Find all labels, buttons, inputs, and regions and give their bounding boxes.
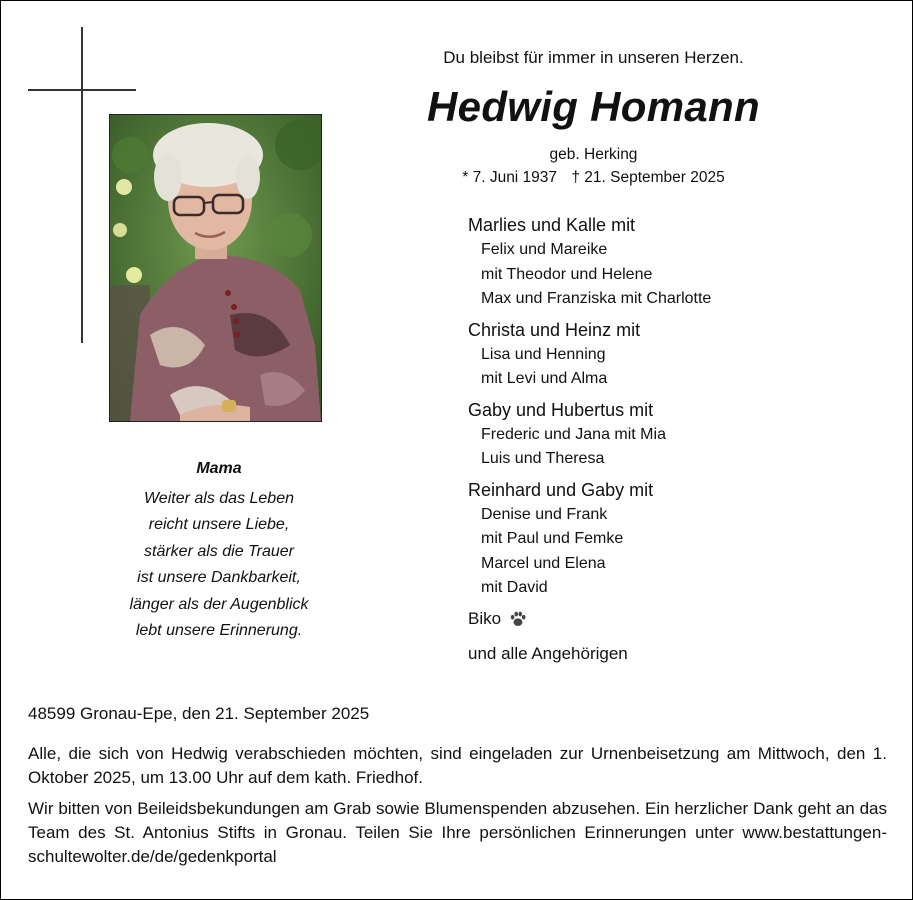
family-member: Marcel und Elena	[481, 554, 606, 572]
condolence-notice: Wir bitten von Beileidsbekundungen am Grab sowie Blumenspenden abzusehen. Ein herzlicher Dank geht an das Team des St. Antonius Stifts in Gronau. Teilen Sie Ihre persönlichen Erinnerungen unter www.bestattungen-schultewolter.de/de/gedenkportal	[28, 799, 887, 866]
poem-line: länger als der Augenblick	[129, 595, 309, 613]
family-group-head: Marlies und Kalle mit	[468, 215, 636, 235]
poem-line: stärker als die Trauer	[144, 542, 294, 560]
motto: Du bleibst für immer in unseren Herzen.	[443, 48, 744, 67]
poem-line: lebt unsere Erinnerung.	[135, 622, 303, 639]
pet-name: Biko	[468, 608, 502, 628]
family-group	[468, 477, 888, 601]
place-and-date: 48599 Gronau-Epe, den 21. September 2025	[28, 704, 370, 723]
family-member: Luis und Theresa	[481, 450, 605, 467]
cross-horizontal-bar	[28, 89, 136, 91]
pet	[468, 606, 888, 632]
poem-line: ist unsere Dankbarkeit,	[137, 569, 301, 586]
relatives-line: und alle Angehörigen	[468, 643, 628, 663]
cross-vertical-bar	[81, 27, 83, 343]
family-group-head: Gaby und Hubertus mit	[468, 399, 654, 420]
maiden-name: geb. Herking	[549, 146, 638, 163]
poem-line: Weiter als das Leben	[143, 489, 294, 507]
family-group-head: Christa und Heinz mit	[468, 319, 641, 340]
family-member: Max und Franziska mit Charlotte	[481, 290, 712, 307]
family-member: Felix und Mareike	[481, 241, 608, 258]
family-member: Frederic und Jana mit Mia	[481, 425, 666, 443]
poem-line: reicht unsere Liebe,	[148, 516, 290, 533]
family-member: mit Paul und Femke	[481, 530, 624, 547]
family-group	[468, 212, 888, 312]
poem	[101, 456, 337, 645]
poem-title: Mama	[196, 460, 242, 477]
birth-date: * 7. Juni 1937	[462, 169, 558, 186]
family-group-head: Reinhard und Gaby mit	[468, 479, 654, 500]
family-member: mit Levi und Alma	[481, 370, 608, 387]
portrait-illustration	[110, 115, 321, 421]
life-dates	[381, 169, 806, 187]
family-member: mit Theodor und Helene	[481, 265, 653, 283]
family-member: Lisa und Henning	[481, 345, 606, 363]
burial-notice: Alle, die sich von Hedwig verabschieden möchten, sind eingeladen zur Urnenbeisetzung am Mittwoch, den 1. Oktober 2025, um 13.00 Uhr auf dem kath. Friedhof.	[28, 744, 887, 787]
family-group	[468, 317, 888, 392]
death-date: † 21. September 2025	[571, 169, 725, 186]
family-group	[468, 397, 888, 472]
family-member: mit David	[481, 579, 548, 596]
family-list	[468, 212, 888, 667]
paw-icon	[509, 610, 527, 628]
deceased-name: Hedwig Homann	[427, 83, 760, 130]
family-member: Denise und Frank	[481, 505, 608, 523]
portrait-photo	[109, 114, 322, 422]
